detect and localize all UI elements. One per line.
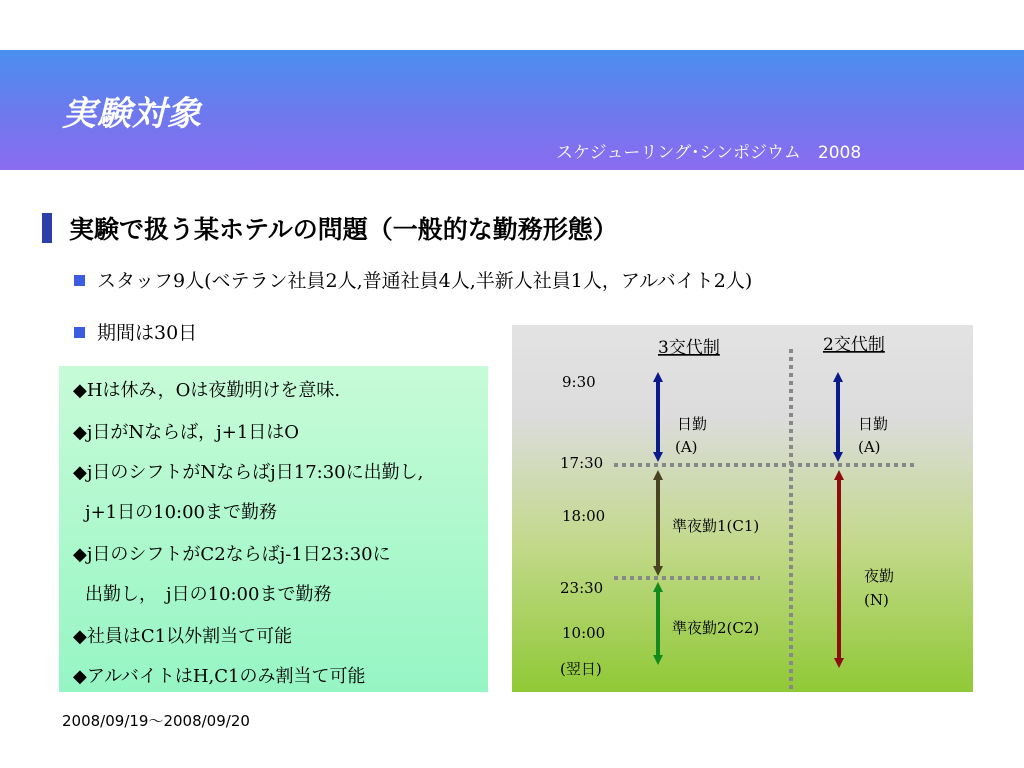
bullet-period-text: 期間は30日: [97, 322, 198, 344]
c2-shift-label: 準夜勤2(C2): [672, 619, 760, 637]
notes-box: [59, 366, 488, 692]
section-heading-text: 実験で扱う某ホテルの問題（一般的な勤務形態）: [69, 215, 618, 244]
note-line: ◆j日がNならば，j+1日はO: [73, 422, 300, 443]
footer-dates: 2008/09/19～2008/09/20: [62, 712, 250, 730]
time-label: 17:30: [560, 454, 604, 472]
time-label: 9:30: [562, 373, 596, 391]
bullet-period: [74, 318, 197, 345]
c1-shift-label: 準夜勤1(C1): [672, 517, 760, 535]
note-line: 出勤し， j日の10:00まで勤務: [85, 584, 332, 605]
bullet-square-icon: [74, 327, 85, 338]
note-line: ◆j日のシフトがNならばj日17:30に出勤し,: [73, 462, 424, 483]
day-shift-code-2: (A): [858, 438, 881, 456]
day-shift-name: 日勤: [677, 415, 708, 433]
night-shift-name: 夜勤: [864, 567, 895, 585]
note-line: ◆社員はC1以外割当て可能: [73, 626, 293, 647]
night-shift-code: (N): [864, 591, 889, 609]
time-label: 10:00: [562, 624, 606, 642]
shift-diagram-svg: [512, 325, 973, 692]
note-line: ◆Hは休み，Oは夜勤明けを意味.: [73, 380, 341, 401]
note-line: ◆アルバイトはH,C1のみ割当て可能: [73, 666, 366, 687]
time-label: 23:30: [560, 579, 604, 597]
section-marker: [42, 213, 52, 243]
time-label: 18:00: [562, 507, 606, 525]
bullet-staff-text: スタッフ9人(ベテラン社員2人,普通社員4人,半新人社員1人，アルバイト2人): [97, 270, 753, 292]
day-shift-name-2: 日勤: [858, 415, 889, 433]
time-label: (翌日): [560, 660, 602, 678]
col2-title: 2交代制: [823, 335, 885, 355]
header-banner: [0, 50, 1024, 170]
bullet-staff: [74, 266, 752, 293]
shift-diagram: [512, 325, 973, 692]
note-line: ◆j日のシフトがC2ならばj-1日23:30に: [73, 544, 391, 565]
day-shift-code: (A): [675, 438, 698, 456]
bullet-square-icon: [74, 275, 85, 286]
conference-name: スケジューリング･シンポジウム 2008: [556, 143, 862, 163]
note-line: j+1日の10:00まで勤務: [85, 502, 277, 523]
col3-title: 3交代制: [658, 338, 720, 358]
slide-title: 実験対象: [62, 94, 202, 134]
